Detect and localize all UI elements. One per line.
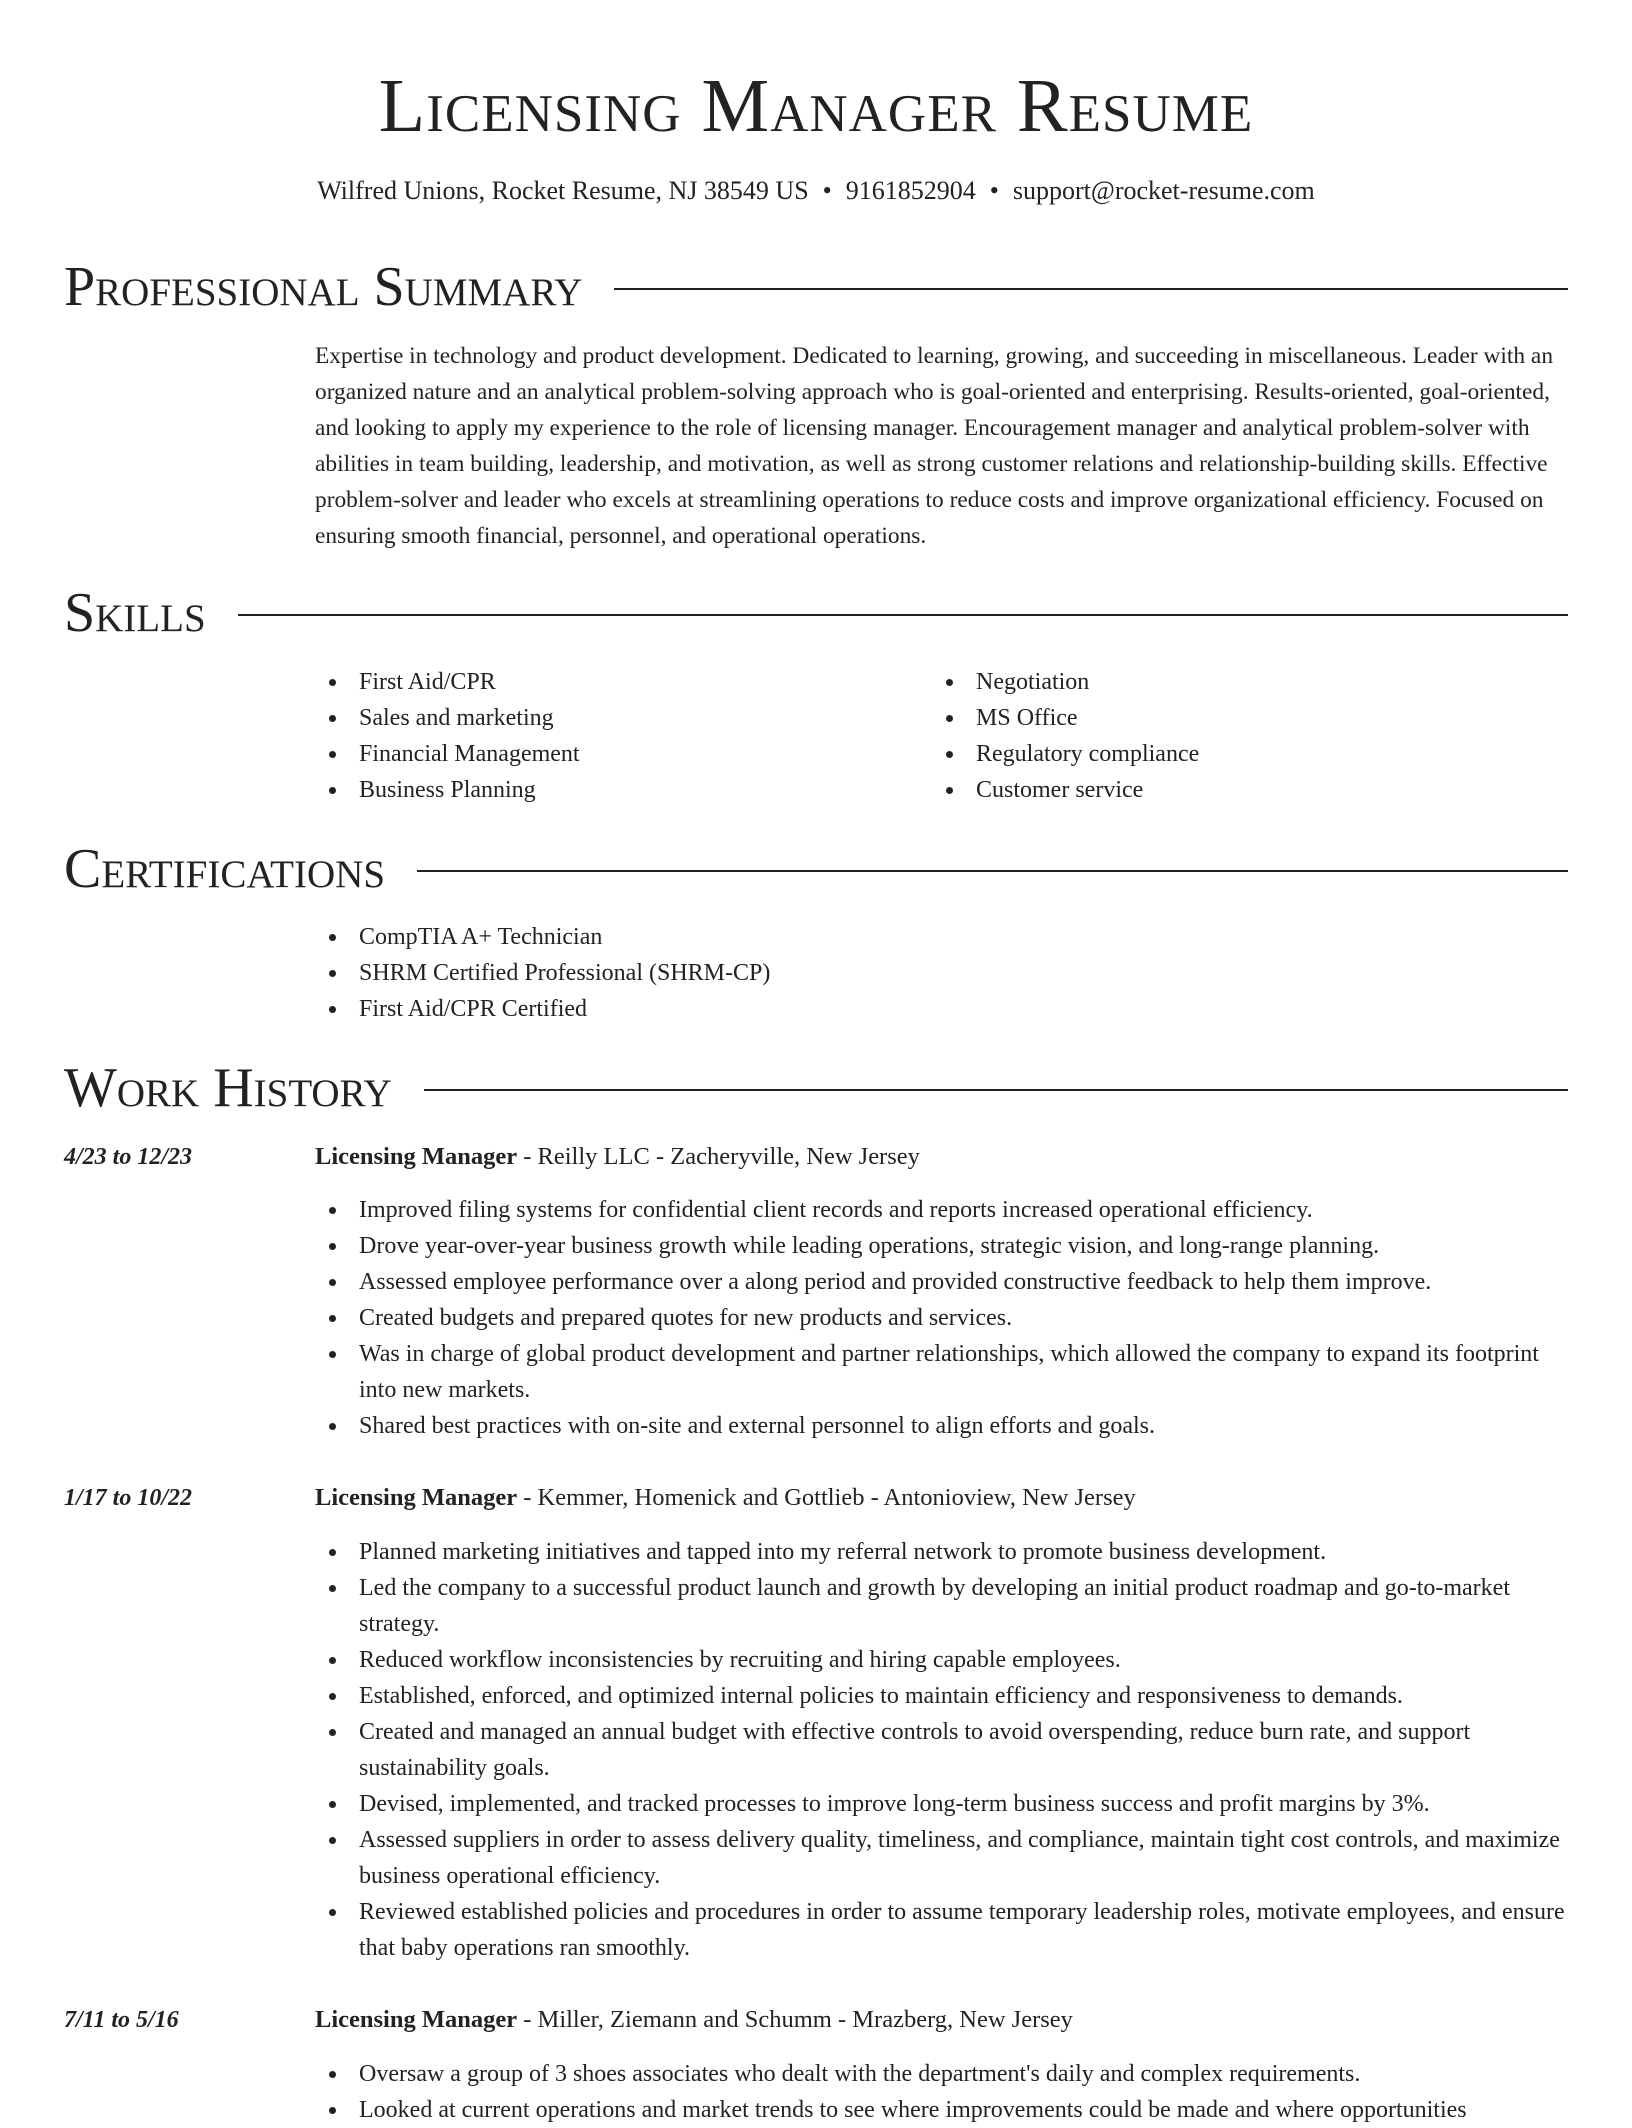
contact-line — [0, 173, 1632, 209]
contact-separator: • — [822, 176, 832, 205]
section-title-work-history: Work History — [64, 1057, 392, 1119]
resume-title: Licensing Manager Resume — [378, 64, 1254, 148]
job-heading — [315, 1139, 920, 1175]
section-header-certifications — [64, 834, 1568, 904]
section-header-skills — [64, 578, 1568, 648]
contact-separator: • — [989, 176, 999, 205]
section-title-certifications: Certifications — [64, 838, 386, 900]
summary-text: Expertise in technology and product development. Dedicated to learning, growing, and succeeding in miscellaneous. Leader with an organized nature and an analytical problem-solving approach who is goal-oriented and enterprising. Results-oriented, goal-oriented, and looking to apply my experience to the role of licensing manager. Encouragement manager and analytical problem-solver with abilities in team building, leadership, and motivation, as well as strong customer relations and relationship-building skills. Effective problem-solver and leader who excels at streamlining operations to reduce costs and improve organizational efficiency. Focused on ensuring smooth financial, personnel, and operational operations. — [315, 343, 1554, 549]
job-employer-location: - Miller, Ziemann and Schumm - Mrazberg, New Jersey — [517, 2006, 1073, 2033]
job-employer-location: - Reilly LLC - Zacheryville, New Jersey — [517, 1143, 920, 1170]
section-divider — [238, 614, 1568, 616]
job-bullet: Shared best practices with on-site and external personnel to align efforts and goals. — [315, 1408, 1568, 1444]
job-bullet: Created budgets and prepared quotes for new products and services. — [315, 1300, 1568, 1336]
skill-item: Sales and marketing — [315, 700, 895, 736]
job-title: Licensing Manager — [315, 1143, 518, 1170]
job-employer-location: - Kemmer, Homenick and Gottlieb - Antonioview, New Jersey — [517, 1484, 1136, 1511]
certification-item: SHRM Certified Professional (SHRM-CP) — [315, 955, 1515, 991]
job-bullet: Led the company to a successful product launch and growth by developing an initial product roadmap and go-to-market strategy. — [315, 1570, 1568, 1642]
job-bullet: Assessed suppliers in order to assess delivery quality, timeliness, and compliance, maintain tight cost controls, and maximize business operational efficiency. — [315, 1822, 1568, 1894]
job-title: Licensing Manager — [315, 1484, 518, 1511]
skill-item: Regulatory compliance — [932, 736, 1512, 772]
contact-phone: 9161852904 — [845, 176, 976, 205]
contact-address: Wilfred Unions, Rocket Resume, NJ 38549 US — [317, 176, 809, 205]
skill-item: Business Planning — [315, 772, 895, 808]
section-divider — [424, 1089, 1568, 1091]
section-title-skills: Skills — [64, 582, 206, 644]
job-dates: 1/17 to 10/22 — [64, 1485, 193, 1511]
contact-email: support@rocket-resume.com — [1012, 176, 1315, 205]
job-bullet: Reviewed established policies and procedures in order to assume temporary leadership roles, motivate employees, and ensure that baby operations ran smoothly. — [315, 1894, 1568, 1966]
job-bullet: Drove year-over-year business growth while leading operations, strategic vision, and long-range planning. — [315, 1228, 1568, 1264]
job-bullets — [315, 1534, 1568, 1966]
skill-item: Financial Management — [315, 736, 895, 772]
section-header-work-history — [64, 1053, 1568, 1123]
section-divider — [417, 870, 1568, 872]
certification-item: CompTIA A+ Technician — [315, 919, 1515, 955]
section-header-summary — [64, 252, 1568, 322]
job-dates: 7/11 to 5/16 — [64, 2007, 179, 2033]
job-bullet: Devised, implemented, and tracked processes to improve long-term business success and profit margins by 3%. — [315, 1786, 1568, 1822]
certifications-list — [315, 919, 1515, 1027]
skill-item: Customer service — [932, 772, 1512, 808]
skills-column-left — [315, 664, 895, 808]
skill-item: First Aid/CPR — [315, 664, 895, 700]
job-title: Licensing Manager — [315, 2006, 518, 2033]
section-divider — [614, 288, 1568, 290]
job-bullet: Assessed employee performance over a along period and provided constructive feedback to help them improve. — [315, 1264, 1568, 1300]
job-bullet: Improved filing systems for confidential client records and reports increased operational efficiency. — [315, 1192, 1568, 1228]
skill-item: Negotiation — [932, 664, 1512, 700]
job-bullet: Was in charge of global product development and partner relationships, which allowed the company to expand its footprint into new markets. — [315, 1336, 1568, 1408]
job-bullet: Created and managed an annual budget with effective controls to avoid overspending, reduce burn rate, and support sustainability goals. — [315, 1714, 1568, 1786]
job-bullet: Looked at current operations and market trends to see where improvements could be made and where opportunities — [315, 2092, 1568, 2128]
certification-item: First Aid/CPR Certified — [315, 991, 1515, 1027]
job-bullet: Established, enforced, and optimized internal policies to maintain efficiency and responsiveness to demands. — [315, 1678, 1568, 1714]
skills-column-right — [932, 664, 1512, 808]
job-bullets — [315, 2056, 1568, 2128]
job-heading — [315, 2002, 1073, 2038]
job-heading — [315, 1480, 1136, 1516]
job-dates: 4/23 to 12/23 — [64, 1144, 193, 1170]
job-bullets — [315, 1192, 1568, 1444]
section-title-summary: Professional Summary — [64, 256, 583, 318]
job-bullet: Reduced workflow inconsistencies by recruiting and hiring capable employees. — [315, 1642, 1568, 1678]
skill-item: MS Office — [932, 700, 1512, 736]
job-bullet: Planned marketing initiatives and tapped into my referral network to promote business development. — [315, 1534, 1568, 1570]
job-bullet: Oversaw a group of 3 shoes associates who dealt with the department's daily and complex requirements. — [315, 2056, 1568, 2092]
